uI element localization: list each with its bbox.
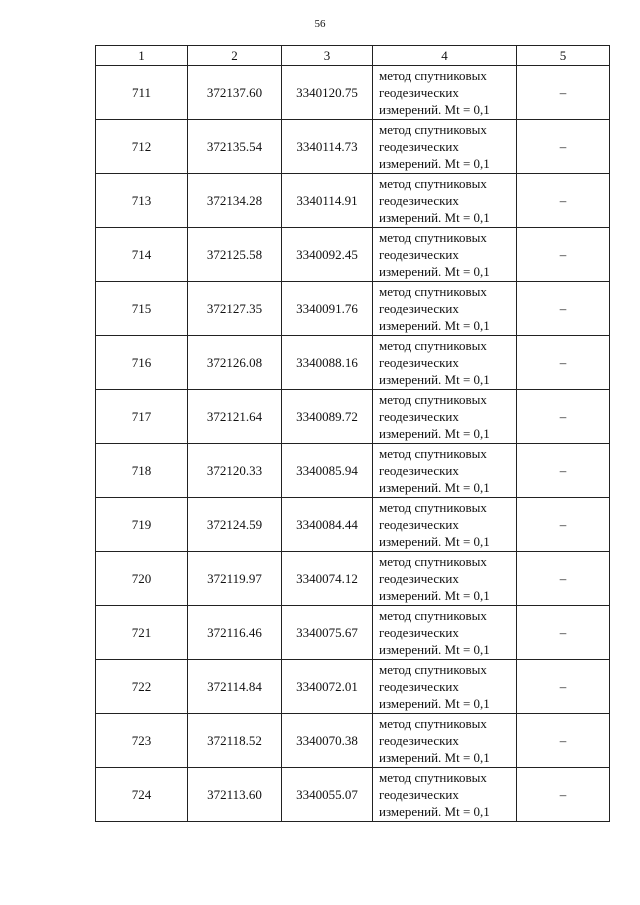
table-row: [96, 444, 610, 498]
method-line: измерений. Mt = 0,1: [379, 588, 490, 603]
note-cell: –: [517, 282, 610, 336]
method-line: метод спутниковых: [379, 68, 487, 83]
point-number-cell: 723: [96, 714, 188, 768]
note-cell: –: [517, 606, 610, 660]
method-line: геодезических: [379, 301, 459, 316]
note-cell: –: [517, 552, 610, 606]
page-number: 56: [314, 18, 326, 30]
x-coordinate-cell: 372113.60: [188, 768, 282, 822]
method-line: метод спутниковых: [379, 392, 487, 407]
method-line: метод спутниковых: [379, 662, 487, 677]
note-cell: –: [517, 336, 610, 390]
point-number-cell: 717: [96, 390, 188, 444]
note-cell: –: [517, 390, 610, 444]
table-row: [96, 282, 610, 336]
y-coordinate-cell: 3340085.94: [282, 444, 373, 498]
x-coordinate-cell: 372134.28: [188, 174, 282, 228]
method-line: геодезических: [379, 355, 459, 370]
method-line: метод спутниковых: [379, 608, 487, 623]
method-line: геодезических: [379, 85, 459, 100]
method-line: измерений. Mt = 0,1: [379, 210, 490, 225]
method-line: измерений. Mt = 0,1: [379, 534, 490, 549]
note-cell: –: [517, 660, 610, 714]
y-coordinate-cell: 3340088.16: [282, 336, 373, 390]
method-line: измерений. Mt = 0,1: [379, 264, 490, 279]
table-row: [96, 66, 610, 120]
method-cell: [373, 174, 517, 228]
y-coordinate-cell: 3340114.73: [282, 120, 373, 174]
method-line: измерений. Mt = 0,1: [379, 480, 490, 495]
x-coordinate-cell: 372137.60: [188, 66, 282, 120]
x-coordinate-cell: 372124.59: [188, 498, 282, 552]
method-cell: [373, 660, 517, 714]
column-header-4: 4: [373, 46, 517, 66]
method-line: измерений. Mt = 0,1: [379, 642, 490, 657]
note-cell: –: [517, 66, 610, 120]
x-coordinate-cell: 372121.64: [188, 390, 282, 444]
method-cell: [373, 714, 517, 768]
method-line: измерений. Mt = 0,1: [379, 426, 490, 441]
coordinates-table: [95, 45, 610, 822]
table-row: [96, 336, 610, 390]
y-coordinate-cell: 3340084.44: [282, 498, 373, 552]
method-line: измерений. Mt = 0,1: [379, 372, 490, 387]
table-body: [96, 66, 610, 822]
x-coordinate-cell: 372116.46: [188, 606, 282, 660]
note-cell: –: [517, 498, 610, 552]
point-number-cell: 713: [96, 174, 188, 228]
column-header-1: 1: [96, 46, 188, 66]
y-coordinate-cell: 3340055.07: [282, 768, 373, 822]
method-cell: [373, 120, 517, 174]
method-line: метод спутниковых: [379, 500, 487, 515]
point-number-cell: 719: [96, 498, 188, 552]
point-number-cell: 724: [96, 768, 188, 822]
method-cell: [373, 390, 517, 444]
point-number-cell: 714: [96, 228, 188, 282]
x-coordinate-cell: 372126.08: [188, 336, 282, 390]
method-line: геодезических: [379, 193, 459, 208]
method-cell: [373, 444, 517, 498]
method-line: геодезических: [379, 571, 459, 586]
method-line: метод спутниковых: [379, 338, 487, 353]
x-coordinate-cell: 372127.35: [188, 282, 282, 336]
table-row: [96, 552, 610, 606]
point-number-cell: 718: [96, 444, 188, 498]
method-line: измерений. Mt = 0,1: [379, 696, 490, 711]
x-coordinate-cell: 372118.52: [188, 714, 282, 768]
method-cell: [373, 606, 517, 660]
note-cell: –: [517, 174, 610, 228]
method-line: метод спутниковых: [379, 446, 487, 461]
table-row: [96, 120, 610, 174]
table-row: [96, 174, 610, 228]
x-coordinate-cell: 372119.97: [188, 552, 282, 606]
method-line: геодезических: [379, 787, 459, 802]
table-row: [96, 660, 610, 714]
x-coordinate-cell: 372125.58: [188, 228, 282, 282]
method-cell: [373, 498, 517, 552]
y-coordinate-cell: 3340091.76: [282, 282, 373, 336]
x-coordinate-cell: 372120.33: [188, 444, 282, 498]
x-coordinate-cell: 372135.54: [188, 120, 282, 174]
note-cell: –: [517, 120, 610, 174]
point-number-cell: 712: [96, 120, 188, 174]
note-cell: –: [517, 768, 610, 822]
method-line: измерений. Mt = 0,1: [379, 102, 490, 117]
y-coordinate-cell: 3340092.45: [282, 228, 373, 282]
method-line: геодезических: [379, 679, 459, 694]
table-row: [96, 606, 610, 660]
y-coordinate-cell: 3340089.72: [282, 390, 373, 444]
table-header-row: [96, 46, 610, 66]
y-coordinate-cell: 3340120.75: [282, 66, 373, 120]
method-line: измерений. Mt = 0,1: [379, 750, 490, 765]
method-cell: [373, 768, 517, 822]
method-line: геодезических: [379, 463, 459, 478]
method-line: геодезических: [379, 409, 459, 424]
method-line: метод спутниковых: [379, 770, 487, 785]
method-line: метод спутниковых: [379, 554, 487, 569]
table-row: [96, 768, 610, 822]
column-header-5: 5: [517, 46, 610, 66]
method-line: метод спутниковых: [379, 284, 487, 299]
method-line: метод спутниковых: [379, 230, 487, 245]
method-line: метод спутниковых: [379, 122, 487, 137]
method-line: измерений. Mt = 0,1: [379, 156, 490, 171]
y-coordinate-cell: 3340070.38: [282, 714, 373, 768]
column-header-3: 3: [282, 46, 373, 66]
note-cell: –: [517, 228, 610, 282]
method-line: геодезических: [379, 139, 459, 154]
method-cell: [373, 336, 517, 390]
point-number-cell: 722: [96, 660, 188, 714]
method-line: метод спутниковых: [379, 176, 487, 191]
y-coordinate-cell: 3340114.91: [282, 174, 373, 228]
y-coordinate-cell: 3340072.01: [282, 660, 373, 714]
point-number-cell: 716: [96, 336, 188, 390]
note-cell: –: [517, 444, 610, 498]
note-cell: –: [517, 714, 610, 768]
method-cell: [373, 228, 517, 282]
table-row: [96, 228, 610, 282]
method-line: геодезических: [379, 517, 459, 532]
method-cell: [373, 552, 517, 606]
point-number-cell: 715: [96, 282, 188, 336]
x-coordinate-cell: 372114.84: [188, 660, 282, 714]
method-line: измерений. Mt = 0,1: [379, 318, 490, 333]
y-coordinate-cell: 3340074.12: [282, 552, 373, 606]
table-row: [96, 498, 610, 552]
method-line: геодезических: [379, 247, 459, 262]
point-number-cell: 721: [96, 606, 188, 660]
method-cell: [373, 66, 517, 120]
method-line: геодезических: [379, 733, 459, 748]
table-row: [96, 390, 610, 444]
table-row: [96, 714, 610, 768]
method-line: геодезических: [379, 625, 459, 640]
method-cell: [373, 282, 517, 336]
method-line: измерений. Mt = 0,1: [379, 804, 490, 819]
point-number-cell: 720: [96, 552, 188, 606]
method-line: метод спутниковых: [379, 716, 487, 731]
point-number-cell: 711: [96, 66, 188, 120]
y-coordinate-cell: 3340075.67: [282, 606, 373, 660]
column-header-2: 2: [188, 46, 282, 66]
